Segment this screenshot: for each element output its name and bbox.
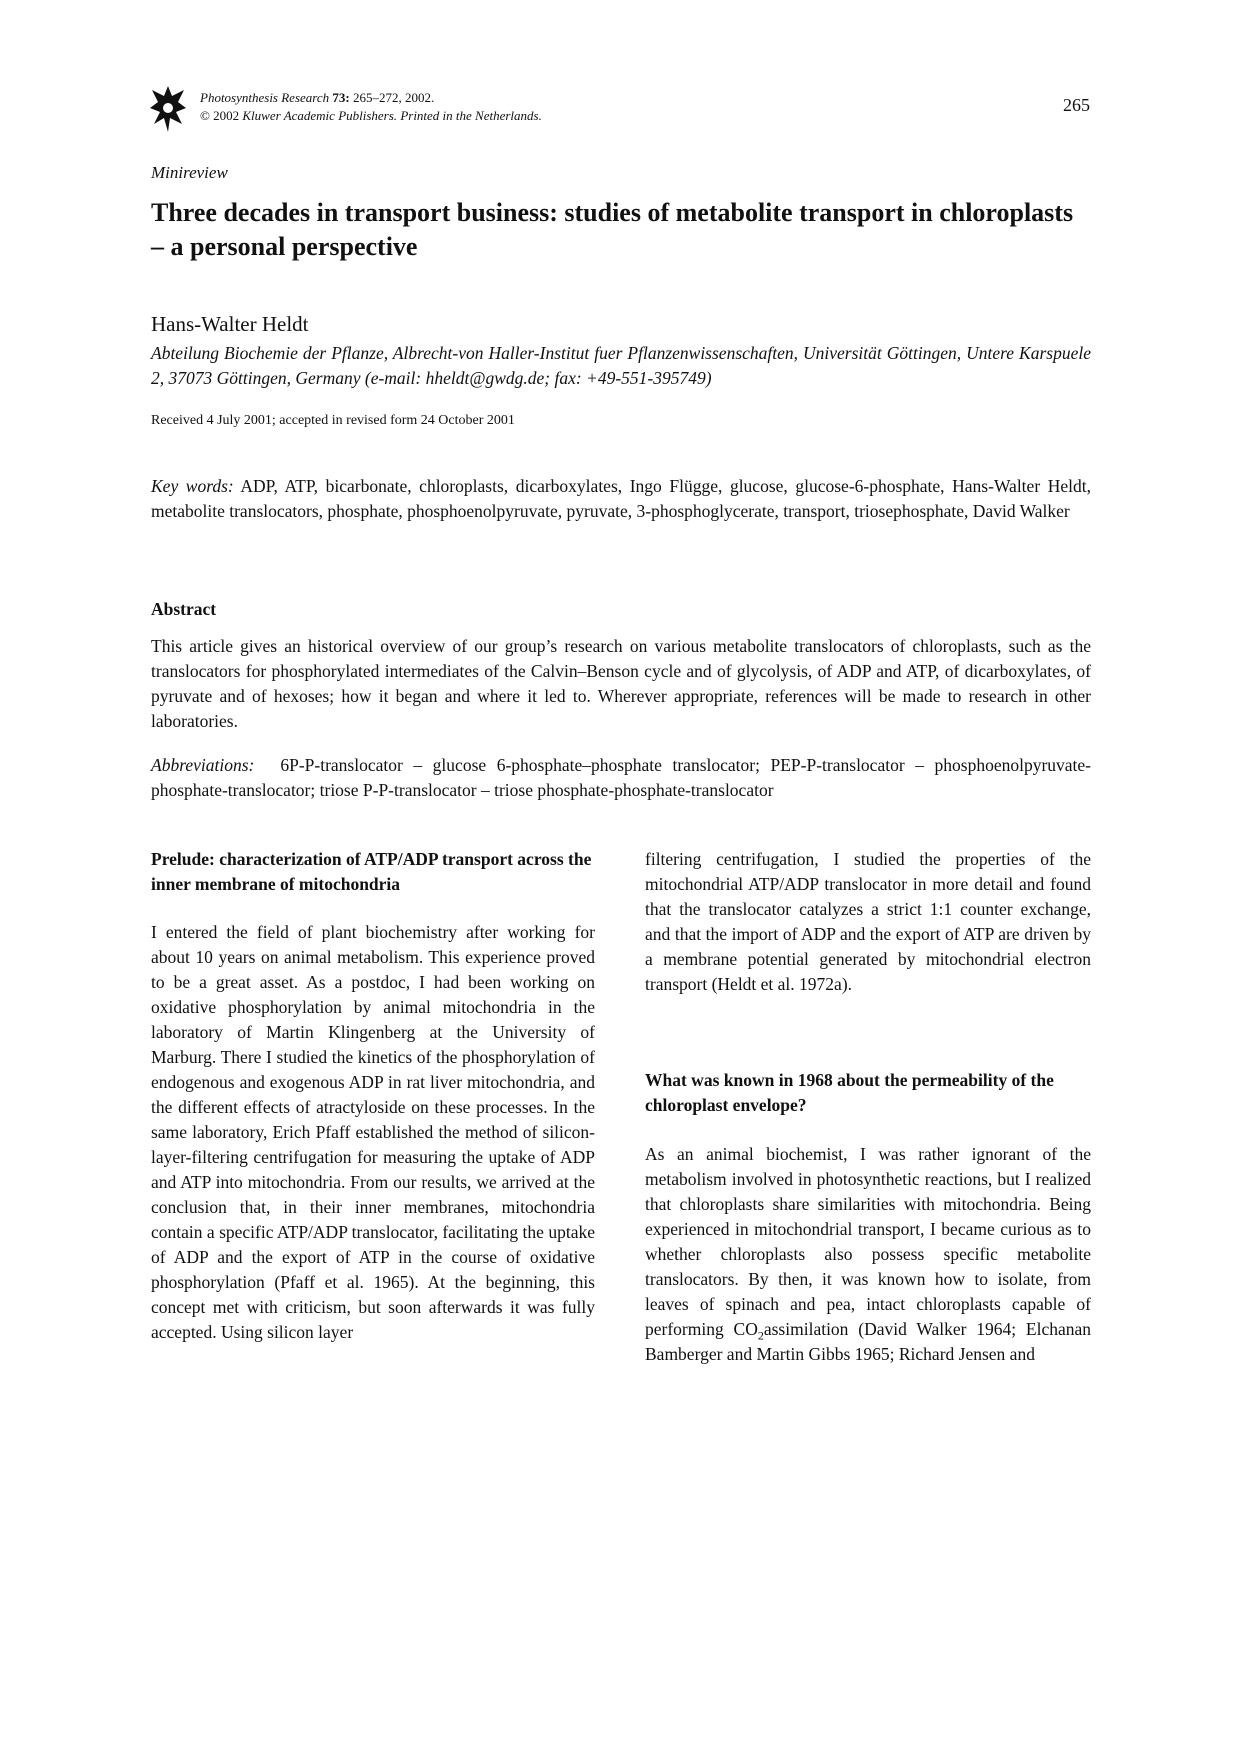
abstract-heading: Abstract [151,599,217,619]
co2-base: CO [733,1319,758,1339]
journal-citation [200,89,542,125]
abbreviations [151,753,1091,803]
section-heading-permeability: What was known in 1968 about the permeability of the chloroplast envelope? [645,1070,1054,1115]
keywords-label: Key words: [151,476,234,496]
article-title: Three decades in transport business: studies of metabolite transport in chloroplasts – a personal perspective [151,198,1074,261]
journal-name: Photosynthesis Research [200,90,330,105]
paragraph-text-a: As an animal biochemist, I was rather ignorant of the metabolism involved in photosynthetic reactions, but I realized that chloroplasts share similarities with mitochondria. Being experienced in mitochondrial transport, I became curious as to whether chloroplasts also possess specific metabolite translocators. By then, it was known how to isolate, from leaves of spinach and pea, intact chloroplasts capable of performing [645,1144,1091,1339]
author-name: Hans-Walter Heldt [151,312,309,336]
page-number: 265 [1063,95,1090,115]
abstract-text: This article gives an historical overview of our group’s research on various metabolite translocators of chloroplasts, such as the translocators for phosphorylated intermediates of the Calvin–Benson cycle and of glycolysis, of ADP and ATP, of dicarboxylates, of pyruvate and of hexoses; how it began and where it led to. Wherever appropriate, references will be made to research in other laboratories. [151,636,1091,731]
section-paragraph-prelude-continued: filtering centrifugation, I studied the properties of the mitochondrial ATP/ADP translocator in more detail and found that the translocator catalyzes a strict 1:1 counter exchange, and that the import of ADP and the export of ATP are driven by a membrane potential generated by mitochondrial electron transport (Heldt et al. 1972a). [645,849,1091,994]
author-affiliation: Abteilung Biochemie der Pflanze, Albrecht-von Haller-Institut fuer Pflanzenwissenschaften, Universität Göttingen, Untere Karspuele 2, 37073 Göttingen, Germany (e-mail: hheldt@gwdg.de; fax: +49-551-395749) [151,343,1091,388]
left-column [151,847,595,1345]
section-paragraph-prelude: I entered the field of plant biochemistry after working for about 10 years on animal metabolism. This experience proved to be a great asset. As a postdoc, I had been working on oxidative phosphorylation by animal mitochondria in the laboratory of Martin Klingenberg at the University of Marburg. There I studied the kinetics of the phosphorylation of endogenous and exogenous ADP in rat liver mitochondria, and the different effects of atractyloside on these processes. In the same laboratory, Erich Pfaff established the method of silicon-layer-filtering centrifugation for measuring the uptake of ADP and ATP into mitochondria. From our results, we arrived at the conclusion that, in their inner membranes, mitochondria contain a specific ATP/ADP translocator, facilitating the uptake of ADP and the export of ATP in the course of oxidative phosphorylation (Pfaff et al. 1965). At the beginning, this concept met with criticism, but soon afterwards it was fully accepted. Using silicon layer [151,922,595,1342]
keywords-list: ADP, ATP, bicarbonate, chloroplasts, dicarboxylates, Ingo Flügge, glucose, glucose-6-phosphate, Hans-Walter Heldt, metabolite translocators, phosphate, phosphoenolpyruvate, pyruvate, 3-phosphoglycerate, transport, triosephosphate, David Walker [151,476,1091,521]
section-paragraph-permeability [645,1142,1091,1367]
abbreviations-text: 6P-P-translocator – glucose 6-phosphate–phosphate translocator; PEP-P-translocator – phosphoenolpyruvate-phosphate-translocator; triose P-P-translocator – triose phosphate-phosphate-translocator [151,755,1091,800]
co2-subscript: 2 [757,1328,764,1343]
publisher-logo [150,86,186,132]
abbreviations-label: Abbreviations: [151,755,255,775]
paragraph-text-b: assimilation (David Walker 1964; Elchanan Bamberger and Martin Gibbs 1965; Richard Jensen and [645,1319,1091,1364]
journal-pages-year: 265–272, 2002. [352,90,435,105]
co2-formula [733,1319,764,1343]
received-dates: Received 4 July 2001; accepted in revised form 24 October 2001 [151,413,515,428]
publisher: Kluwer Academic Publishers. [242,108,398,123]
keywords [151,474,1091,524]
right-column [645,847,1091,1367]
article-type: Minireview [151,163,228,182]
section-heading-prelude: Prelude: characterization of ATP/ADP transport across the inner membrane of mitochondria [151,849,592,894]
journal-volume: 73: [332,90,350,105]
copyright: © 2002 [200,108,240,123]
printed-location: Printed in the Netherlands. [400,108,542,123]
